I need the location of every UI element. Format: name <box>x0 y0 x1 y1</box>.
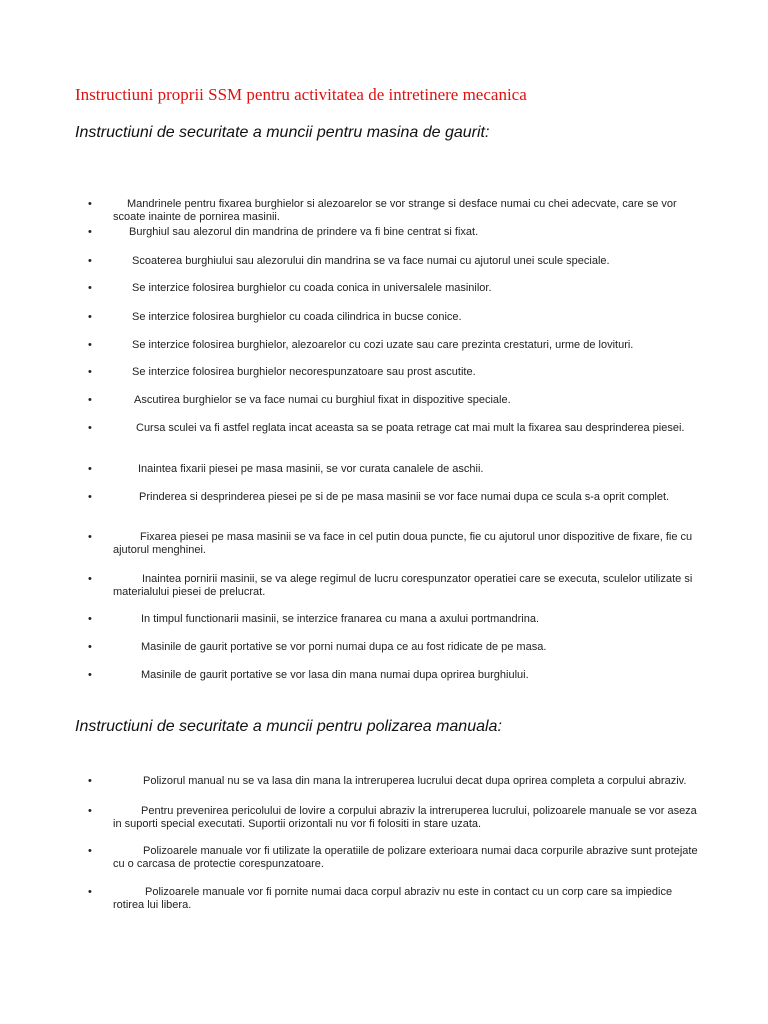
list-item: • Se interzice folosirea burghielor necorespunzatoare sau prost ascutite. <box>88 366 476 378</box>
section-heading-drilling: Instructiuni de securitate a muncii pentru masina de gaurit: <box>75 124 490 141</box>
list-item: • Fixarea piesei pe masa masinii se va face in cel putin doua puncte, fie cu ajutorul unor dispozitive de fixare, fie cu ajutorul menghinei. <box>88 531 696 556</box>
bullet-icon: • <box>88 311 92 323</box>
bullet-icon: • <box>88 805 92 817</box>
list-item: • Pentru prevenirea pericolului de lovire a corpului abraziv la intreruperea lucrului, polizoarele manuale se vor aseza in suporti special executati. Suportii orizontali nu vor fi folositi in stare uzata. <box>88 805 700 830</box>
list-item: • Inaintea fixarii piesei pe masa masinii, se vor curata canalele de aschii. <box>88 463 484 475</box>
document-title: Instructiuni proprii SSM pentru activitatea de intretinere mecanica <box>75 85 527 104</box>
list-item: • Scoaterea burghiului sau alezorului din mandrina se va face numai cu ajutorul unei scule speciale. <box>88 255 610 267</box>
bullet-icon: • <box>88 255 92 267</box>
bullet-icon: • <box>88 463 92 475</box>
list-item: • Masinile de gaurit portative se vor lasa din mana numai dupa oprirea burghiului. <box>88 669 529 681</box>
bullet-icon: • <box>88 282 92 294</box>
list-item: • Masinile de gaurit portative se vor porni numai dupa ce au fost ridicate de pe masa. <box>88 641 547 653</box>
list-item: • Mandrinele pentru fixarea burghielor si alezoarelor se vor strange si desface numai cu chei adecvate, care se vor scoate inainte de pornirea masinii. <box>88 198 680 223</box>
list-item: • Polizoarele manuale vor fi pornite numai daca corpul abraziv nu este in contact cu un corp care sa impiedice rotirea lui libera. <box>88 886 676 911</box>
list-item: • Inaintea pornirii masinii, se va alege regimul de lucru corespunzator operatiei care se executa, sculelor utilizate si materialului piesei de prelucrat. <box>88 573 696 598</box>
list-item: • Ascutirea burghielor se va face numai cu burghiul fixat in dispozitive speciale. <box>88 394 511 406</box>
bullet-icon: • <box>88 775 92 787</box>
bullet-icon: • <box>88 845 92 857</box>
list-item: • Se interzice folosirea burghielor cu coada conica in universalele masinilor. <box>88 282 492 294</box>
bullet-icon: • <box>88 886 92 898</box>
bullet-icon: • <box>88 613 92 625</box>
bullet-icon: • <box>88 422 92 434</box>
section-heading-grinding: Instructiuni de securitate a muncii pentru polizarea manuala: <box>75 718 502 735</box>
list-item: • Cursa sculei va fi astfel reglata incat aceasta sa se poata retrage cat mai mult la fixarea sau desprinderea piesei. <box>88 422 685 434</box>
bullet-icon: • <box>88 531 92 543</box>
list-item: • Polizorul manual nu se va lasa din mana la intreruperea lucrului decat dupa oprirea completa a corpului abraziv. <box>88 775 687 787</box>
list-item: • Se interzice folosirea burghielor, alezoarelor cu cozi uzate sau care prezinta crestaturi, urme de lovituri. <box>88 339 634 351</box>
list-item: • In timpul functionarii masinii, se interzice franarea cu mana a axului portmandrina. <box>88 613 540 625</box>
bullet-icon: • <box>88 198 92 210</box>
bullet-icon: • <box>88 669 92 681</box>
bullet-icon: • <box>88 641 92 653</box>
bullet-icon: • <box>88 339 92 351</box>
list-item: • Burghiul sau alezorul din mandrina de prindere va fi bine centrat si fixat. <box>88 226 479 238</box>
list-item: • Polizoarele manuale vor fi utilizate la operatiile de polizare exterioara numai daca corpurile abrazive sunt protejate cu o carcasa de protectie corespunzatoare. <box>88 845 701 870</box>
bullet-icon: • <box>88 491 92 503</box>
bullet-icon: • <box>88 394 92 406</box>
bullet-icon: • <box>88 573 92 585</box>
bullet-icon: • <box>88 226 92 238</box>
list-item: • Prinderea si desprinderea piesei pe si de pe masa masinii se vor face numai dupa ce scula s-a oprit complet. <box>88 491 670 503</box>
bullet-icon: • <box>88 366 92 378</box>
list-item: • Se interzice folosirea burghielor cu coada cilindrica in bucse conice. <box>88 311 462 323</box>
